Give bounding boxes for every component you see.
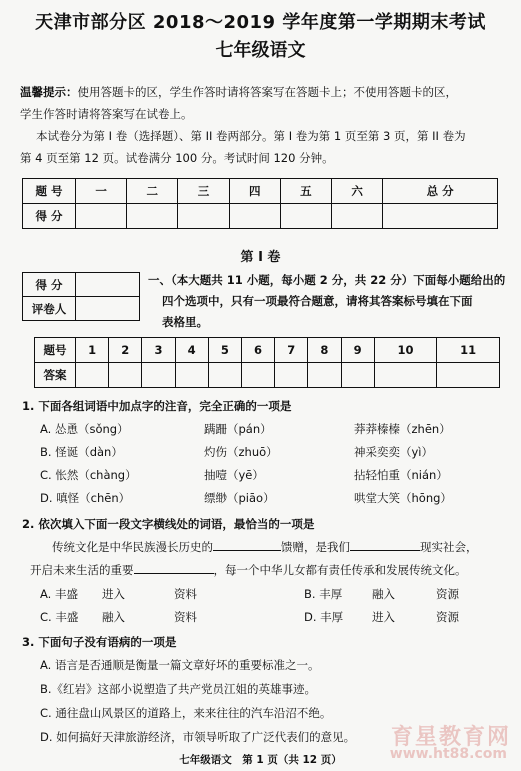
answer-entry-cell[interactable]	[241, 363, 274, 388]
grader-name-label: 评卷人	[23, 297, 76, 321]
answer-number-cell: 11	[437, 338, 500, 363]
q2-option-d: D. 丰厚	[304, 610, 344, 624]
answer-entry-cell[interactable]	[437, 363, 500, 388]
answer-table	[34, 337, 500, 388]
q2-passage-line-2	[30, 561, 467, 580]
score-header-cell: 四	[229, 179, 280, 204]
q3-option-d: D. 如何搞好天津旅游经济，市领导听取了广泛代表们的意见。	[40, 730, 356, 744]
answer-entry-cell[interactable]	[308, 363, 341, 388]
answer-number-cell: 1	[76, 338, 109, 363]
answer-number-cell: 5	[208, 338, 241, 363]
answer-entry-cell[interactable]	[275, 363, 308, 388]
score-header-cell: 总 分	[383, 179, 498, 204]
tip-label: 温馨提示：	[20, 85, 78, 99]
q1-option-a-word2: 蹒跚（pán）	[204, 422, 272, 436]
q2-option-c-word3: 资料	[174, 610, 197, 624]
q2-passage-part-e: ，每一个中华儿女都有责任传承和发展传统文化。	[213, 563, 467, 577]
score-header-cell: 一	[76, 179, 127, 204]
q2-option-b: B. 丰厚	[304, 587, 343, 601]
answer-entry-cell[interactable]	[175, 363, 208, 388]
q1-option-b-word3: 神采奕奕（yì）	[354, 445, 433, 459]
tip-line-2: 学生作答时请将答案写在试卷上。	[20, 107, 193, 121]
q1-option-b: B. 怪诞（dàn）	[40, 445, 123, 459]
grader-score-cell[interactable]	[76, 273, 140, 297]
answer-row-label: 答案	[35, 363, 76, 388]
section1-line-3: 表格里。	[162, 315, 208, 329]
exam-subtitle: 七年级语文	[215, 40, 306, 61]
q2-passage-part-b: 馈赠，是我们	[281, 540, 350, 554]
answer-number-cell: 8	[308, 338, 341, 363]
q1-option-a-word3: 莽莽榛榛（zhēn）	[354, 422, 451, 436]
score-entry-cell[interactable]	[178, 204, 229, 229]
answer-header-label: 题号	[35, 338, 76, 363]
q3-option-a: A. 语言是否通顺是衡量一篇文章好坏的重要标准之一。	[40, 658, 320, 672]
q3-stem: 3. 下面句子没有语病的一项是	[22, 635, 177, 649]
answer-number-cell: 6	[241, 338, 274, 363]
answer-entry-cell[interactable]	[142, 363, 175, 388]
score-entry-cell[interactable]	[280, 204, 331, 229]
info-line-2: 第 4 页至第 12 页。试卷满分 100 分。考试时间 120 分钟。	[20, 151, 334, 165]
answer-entry-cell[interactable]	[208, 363, 241, 388]
q2-option-d-word3: 资源	[436, 610, 459, 624]
score-entry-cell[interactable]	[127, 204, 178, 229]
q1-stem: 1. 下面各组词语中加点字的注音，完全正确的一项是	[22, 399, 292, 413]
q2-passage-part-d: 开启未来生活的重要	[30, 563, 134, 577]
info-line-1: 本试卷分为第 I 卷（选择题）、第 II 卷两部分。第 I 卷为第 1 页至第 3 页，第 II 卷为	[36, 129, 466, 143]
grader-box	[22, 272, 140, 321]
score-header-cell: 五	[280, 179, 331, 204]
q1-option-c-word2: 抽噎（yē）	[204, 468, 264, 482]
q2-passage-part-c: 现实社会，	[420, 540, 478, 554]
answer-number-cell: 7	[275, 338, 308, 363]
part-one-title: 第 I 卷	[240, 250, 281, 265]
q2-option-b-word3: 资源	[436, 587, 459, 601]
exam-title: 天津市部分区 2018～2019 学年度第一学期期末考试	[35, 12, 486, 33]
q1-option-d-word3: 哄堂大笑（hōng）	[354, 491, 452, 505]
q2-option-b-word2: 融入	[372, 587, 395, 601]
grader-score-label: 得 分	[23, 273, 76, 297]
answer-number-cell: 10	[374, 338, 437, 363]
score-table	[22, 178, 498, 229]
q2-stem: 2. 依次填入下面一段文字横线处的词语，最恰当的一项是	[22, 517, 315, 531]
answer-number-cell: 2	[109, 338, 142, 363]
watermark-logo: 育星教育网	[390, 725, 511, 750]
q1-option-d-word2: 缥缈（piāo）	[204, 491, 275, 505]
q2-blank-2[interactable]	[350, 550, 420, 551]
q2-option-c: C. 丰盛	[40, 610, 79, 624]
section1-line-1: 一、（本大题共 11 小题，每小题 2 分，共 22 分）下面每小题给出的	[148, 273, 506, 287]
q1-option-d: D. 嗔怪（chēn）	[40, 491, 131, 505]
score-row-label: 得 分	[23, 204, 76, 229]
answer-number-cell: 3	[142, 338, 175, 363]
q1-option-c-word3: 拈轻怕重（nián）	[354, 468, 448, 482]
q1-option-a: A. 怂恿（sǒng）	[40, 422, 129, 436]
q2-blank-3[interactable]	[134, 573, 214, 574]
tip-text-1: 使用答题卡的区，学生作答时请将答案写在答题卡上；不使用答题卡的区，	[77, 85, 457, 99]
score-entry-cell[interactable]	[229, 204, 280, 229]
answer-entry-cell[interactable]	[76, 363, 109, 388]
score-header-cell: 题 号	[23, 179, 76, 204]
answer-entry-cell[interactable]	[109, 363, 142, 388]
q1-option-b-word2: 灼伤（zhuō）	[204, 445, 278, 459]
score-header-cell: 六	[332, 179, 383, 204]
q2-option-c-word2: 融入	[102, 610, 125, 624]
q2-passage-line-1	[52, 538, 478, 557]
q2-option-a-word3: 资料	[174, 587, 197, 601]
q2-option-a-word2: 进入	[102, 587, 125, 601]
watermark-url: www.ht88.com	[389, 746, 507, 762]
q2-passage-part-a: 传统文化是中华民族漫长历史的	[52, 540, 213, 554]
q3-option-c: C. 通往盘山风景区的道路上，来来往往的汽车沿沼不绝。	[40, 706, 332, 720]
q3-option-b: B.《红岩》这部小说塑造了共产党员江姐的英雄事迹。	[40, 682, 317, 696]
tip-line-1	[20, 82, 457, 102]
score-header-cell: 三	[178, 179, 229, 204]
score-entry-cell[interactable]	[383, 204, 498, 229]
score-header-cell: 二	[127, 179, 178, 204]
q2-option-a: A. 丰盛	[40, 587, 78, 601]
q2-blank-1[interactable]	[213, 550, 281, 551]
answer-number-cell: 9	[341, 338, 374, 363]
page-footer: 七年级语文 第 1 页（共 12 页）	[179, 754, 342, 766]
score-entry-cell[interactable]	[76, 204, 127, 229]
q2-option-d-word2: 进入	[372, 610, 395, 624]
section1-line-2: 四个选项中，只有一项最符合题意，请将其答案标号填在下面	[162, 294, 473, 308]
answer-number-cell: 4	[175, 338, 208, 363]
q1-option-c: C. 怅然（chàng）	[40, 468, 137, 482]
grader-name-cell[interactable]	[76, 297, 140, 321]
answer-entry-cell[interactable]	[341, 363, 374, 388]
score-entry-cell[interactable]	[332, 204, 383, 229]
answer-entry-cell[interactable]	[374, 363, 437, 388]
